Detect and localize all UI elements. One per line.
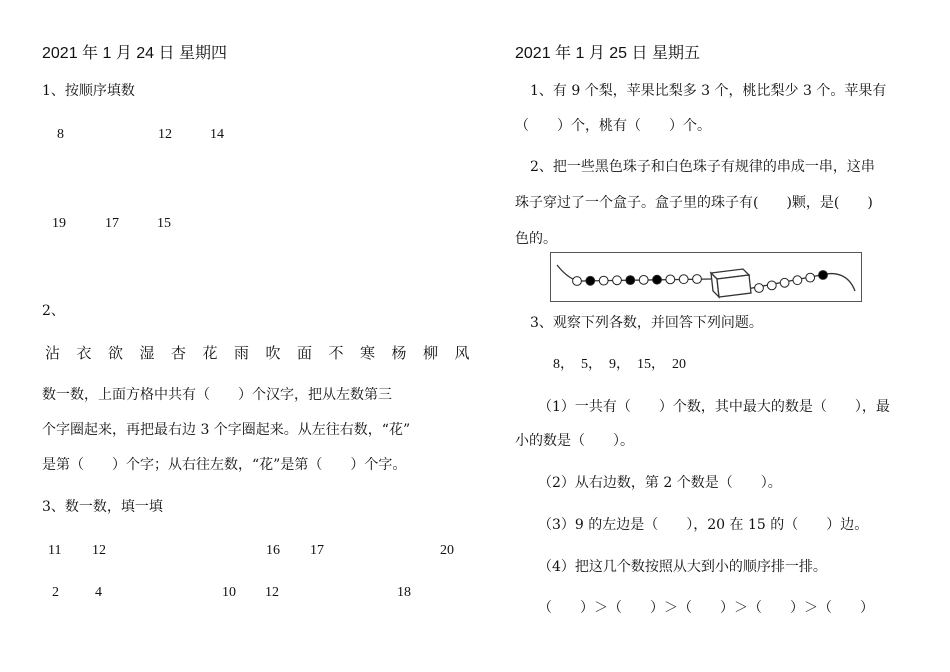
white-bead bbox=[806, 273, 815, 282]
r-q2-line: 2、把一些黑色珠子和白色珠子有规律的串成一串，这串 bbox=[530, 159, 875, 175]
left-date-heading: 2021 年 1 月 24 日 星期四 bbox=[42, 45, 227, 62]
white-bead bbox=[599, 276, 608, 285]
bead-string-figure bbox=[550, 252, 862, 302]
r-q3-part1-cont: 小的数是（ ）。 bbox=[515, 433, 634, 449]
right-date-heading: 2021 年 1 月 25 日 星期五 bbox=[515, 45, 700, 62]
q1-row1-num: 14 bbox=[210, 127, 224, 142]
r-q2-line: 珠子穿过了一个盒子。盒子里的珠子有( )颗，是( ) bbox=[515, 195, 873, 211]
q3-row1-num: 17 bbox=[310, 543, 324, 558]
q1-row1-num: 8 bbox=[57, 127, 64, 142]
left-q1-title: 1、按顺序填数 bbox=[42, 83, 135, 99]
q3-row2-num: 4 bbox=[95, 585, 102, 600]
q3-row2-num: 12 bbox=[265, 585, 279, 600]
r-q3-part2: （2）从右边数，第 2 个数是（ ）。 bbox=[538, 475, 782, 491]
white-bead bbox=[693, 275, 702, 284]
r-q3-title: 3、观察下列各数，并回答下列问题。 bbox=[530, 315, 763, 331]
q3-row1-num: 20 bbox=[440, 543, 454, 558]
white-bead bbox=[780, 278, 789, 287]
white-bead bbox=[666, 275, 675, 284]
black-bead bbox=[626, 276, 635, 285]
q3-row2-num: 10 bbox=[222, 585, 236, 600]
bead-string-svg bbox=[551, 253, 861, 301]
q1-row2-num: 17 bbox=[105, 216, 119, 231]
r-q3-part4: （4）把这几个数按照从大到小的顺序排一排。 bbox=[538, 559, 827, 575]
q2-text-line: 是第（ ）个字；从右往左数，“花”是第（ ）个字。 bbox=[42, 457, 407, 473]
white-bead bbox=[793, 276, 802, 285]
q1-row2-num: 15 bbox=[157, 216, 171, 231]
box-icon bbox=[711, 269, 751, 297]
q3-row1-num: 12 bbox=[92, 543, 106, 558]
r-q1-line: （ ）个，桃有（ ）个。 bbox=[515, 118, 711, 134]
r-q3-part1: （1）一共有（ ）个数，其中最大的数是（ ），最 bbox=[538, 399, 890, 415]
r-q2-line: 色的。 bbox=[515, 231, 557, 247]
r-q3-number-list: 8， 5， 9， 15， 20 bbox=[553, 357, 686, 372]
white-bead bbox=[573, 277, 582, 286]
white-bead bbox=[613, 276, 622, 285]
r-q3-order-blanks: （ ）＞（ ）＞（ ）＞（ ）＞（ ） bbox=[538, 600, 874, 616]
black-bead bbox=[819, 271, 828, 280]
white-bead bbox=[639, 276, 648, 285]
left-q3-title: 3、数一数，填一填 bbox=[42, 499, 163, 515]
q1-row1-num: 12 bbox=[158, 127, 172, 142]
beads-right-group bbox=[755, 271, 828, 293]
q3-row1-num: 11 bbox=[48, 543, 62, 558]
q3-row2-num: 18 bbox=[397, 585, 411, 600]
r-q1-line: 1、有 9 个梨，苹果比梨多 3 个，桃比梨少 3 个。苹果有 bbox=[530, 83, 887, 99]
q2-text-line: 个字圈起来，再把最右边 3 个字圈起来。从左往右数，“花” bbox=[42, 422, 411, 438]
q1-row2-num: 19 bbox=[52, 216, 66, 231]
r-q3-part3: （3）9 的左边是（ ），20 在 15 的（ ）边。 bbox=[538, 517, 869, 533]
left-q2-title: 2、 bbox=[42, 303, 65, 319]
q2-text-line: 数一数，上面方格中共有（ ）个汉字，把从左数第三 bbox=[42, 387, 392, 403]
black-bead bbox=[653, 275, 662, 284]
white-bead bbox=[679, 275, 688, 284]
q3-row1-num: 16 bbox=[266, 543, 280, 558]
q2-character-row: 沾衣欲湿杏花雨吹面不寒杨柳风 bbox=[45, 344, 487, 362]
q3-row2-num: 2 bbox=[52, 585, 59, 600]
white-bead bbox=[755, 284, 764, 293]
black-bead bbox=[586, 276, 595, 285]
white-bead bbox=[767, 281, 776, 290]
